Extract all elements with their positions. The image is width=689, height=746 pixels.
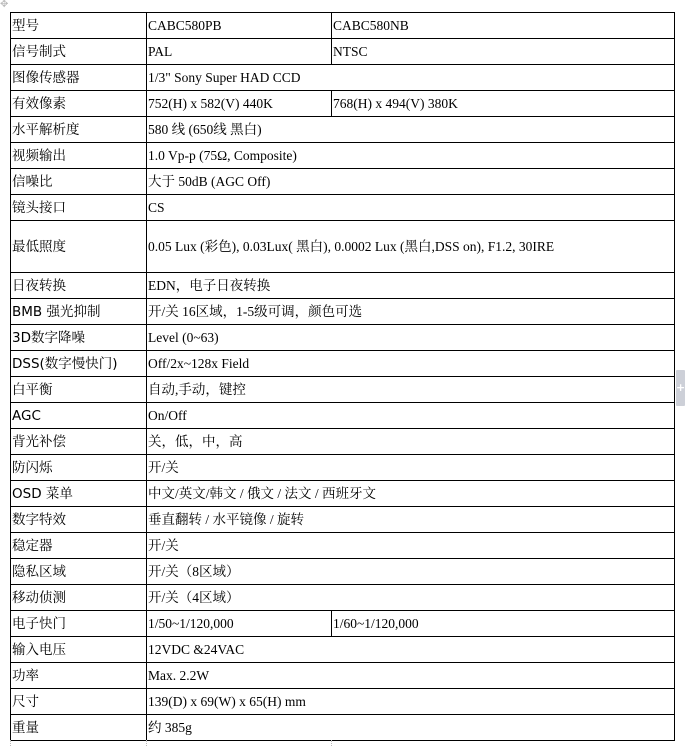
table-row bbox=[11, 273, 675, 299]
row-label: 视频输出 bbox=[11, 143, 147, 169]
cell-value: 开/关（4区域） bbox=[147, 585, 675, 611]
table-row bbox=[11, 377, 675, 403]
cell-value: Off/2x~128x Field bbox=[147, 351, 675, 377]
row-label: 隐私区域 bbox=[11, 559, 147, 585]
cell-value: CS bbox=[147, 195, 675, 221]
table-row bbox=[11, 507, 675, 533]
cell-ntsc: 768(H) x 494(V) 380K bbox=[332, 91, 675, 117]
table-row bbox=[11, 689, 675, 715]
table-row bbox=[11, 117, 675, 143]
cell-value: Max. 2.2W bbox=[147, 663, 675, 689]
table-row bbox=[11, 429, 675, 455]
cell-pal: 1/50~1/120,000 bbox=[147, 611, 332, 637]
cell-value: 开/关（8区域） bbox=[147, 559, 675, 585]
row-label: 信噪比 bbox=[11, 169, 147, 195]
row-label: 镜头接口 bbox=[11, 195, 147, 221]
cell-value: EDN，电子日夜转换 bbox=[147, 273, 675, 299]
row-label: DSS(数字慢快门) bbox=[11, 351, 147, 377]
cell-ntsc: NTSC bbox=[332, 39, 675, 65]
row-label: 重量 bbox=[11, 715, 147, 741]
table-row bbox=[11, 585, 675, 611]
row-label: 白平衡 bbox=[11, 377, 147, 403]
cell-value: 1/3" Sony Super HAD CCD bbox=[147, 65, 675, 91]
cell-value: 开/关 bbox=[147, 455, 675, 481]
row-label: OSD 菜单 bbox=[11, 481, 147, 507]
row-label: 电子快门 bbox=[11, 611, 147, 637]
cell-value: 12VDC &24VAC bbox=[147, 637, 675, 663]
table-move-handle-icon[interactable]: ✥ bbox=[0, 0, 9, 10]
cell-value: 关，低，中，高 bbox=[147, 429, 675, 455]
table-row bbox=[11, 195, 675, 221]
table-row bbox=[11, 455, 675, 481]
row-label: 移动侦测 bbox=[11, 585, 147, 611]
table-row bbox=[11, 221, 675, 273]
row-label: 功率 bbox=[11, 663, 147, 689]
table-row bbox=[11, 13, 675, 39]
table-row bbox=[11, 403, 675, 429]
table-row bbox=[11, 91, 675, 117]
add-column-plus-icon[interactable]: + bbox=[676, 370, 685, 406]
cell-value: 大于 50dB (AGC Off) bbox=[147, 169, 675, 195]
cell-pal: 752(H) x 582(V) 440K bbox=[147, 91, 332, 117]
cell-pal-model: CABC580PB bbox=[147, 13, 332, 39]
gridline-guide bbox=[146, 740, 147, 746]
gridline-guide bbox=[331, 740, 332, 746]
gridline-guide bbox=[10, 740, 11, 746]
cell-value: 580 线 (650线 黑白) bbox=[147, 117, 675, 143]
cell-value: On/Off bbox=[147, 403, 675, 429]
table-row bbox=[11, 143, 675, 169]
row-label: 有效像素 bbox=[11, 91, 147, 117]
table-row bbox=[11, 65, 675, 91]
cell-value: 开/关 bbox=[147, 533, 675, 559]
table-row bbox=[11, 169, 675, 195]
table-row bbox=[11, 299, 675, 325]
row-label: 图像传感器 bbox=[11, 65, 147, 91]
row-label: BMB 强光抑制 bbox=[11, 299, 147, 325]
row-label: 输入电压 bbox=[11, 637, 147, 663]
table-row bbox=[11, 663, 675, 689]
row-label: 3D数字降噪 bbox=[11, 325, 147, 351]
table-row bbox=[11, 715, 675, 741]
spec-table bbox=[10, 12, 675, 741]
row-label: AGC bbox=[11, 403, 147, 429]
cell-pal: PAL bbox=[147, 39, 332, 65]
row-label: 水平解析度 bbox=[11, 117, 147, 143]
cell-ntsc-model: CABC580NB bbox=[332, 13, 675, 39]
row-label: 型号 bbox=[11, 13, 147, 39]
cell-ntsc: 1/60~1/120,000 bbox=[332, 611, 675, 637]
cell-value: 垂直翻转 / 水平镜像 / 旋转 bbox=[147, 507, 675, 533]
cell-value: 约 385g bbox=[147, 715, 675, 741]
cell-value: 开/关 16区域，1-5级可调，颜色可选 bbox=[147, 299, 675, 325]
row-label: 稳定器 bbox=[11, 533, 147, 559]
table-row bbox=[11, 559, 675, 585]
table-row bbox=[11, 325, 675, 351]
cell-value: 中文/英文/韩文 / 俄文 / 法文 / 西班牙文 bbox=[147, 481, 675, 507]
cell-value: 0.05 Lux (彩色), 0.03Lux( 黑白), 0.0002 Lux (黑白,DSS on), F1.2, 30IRE bbox=[147, 221, 675, 273]
row-label: 信号制式 bbox=[11, 39, 147, 65]
row-label: 背光补偿 bbox=[11, 429, 147, 455]
row-label: 防闪烁 bbox=[11, 455, 147, 481]
table-row bbox=[11, 351, 675, 377]
table-row bbox=[11, 39, 675, 65]
cell-value: Level (0~63) bbox=[147, 325, 675, 351]
row-label: 数字特效 bbox=[11, 507, 147, 533]
row-label: 最低照度 bbox=[11, 221, 147, 273]
row-label: 尺寸 bbox=[11, 689, 147, 715]
table-row bbox=[11, 611, 675, 637]
cell-value: 1.0 Vp-p (75Ω, Composite) bbox=[147, 143, 675, 169]
table-row bbox=[11, 533, 675, 559]
cell-value: 139(D) x 69(W) x 65(H) mm bbox=[147, 689, 675, 715]
cell-value: 自动,手动，键控 bbox=[147, 377, 675, 403]
table-row bbox=[11, 481, 675, 507]
row-label: 日夜转换 bbox=[11, 273, 147, 299]
table-row bbox=[11, 637, 675, 663]
